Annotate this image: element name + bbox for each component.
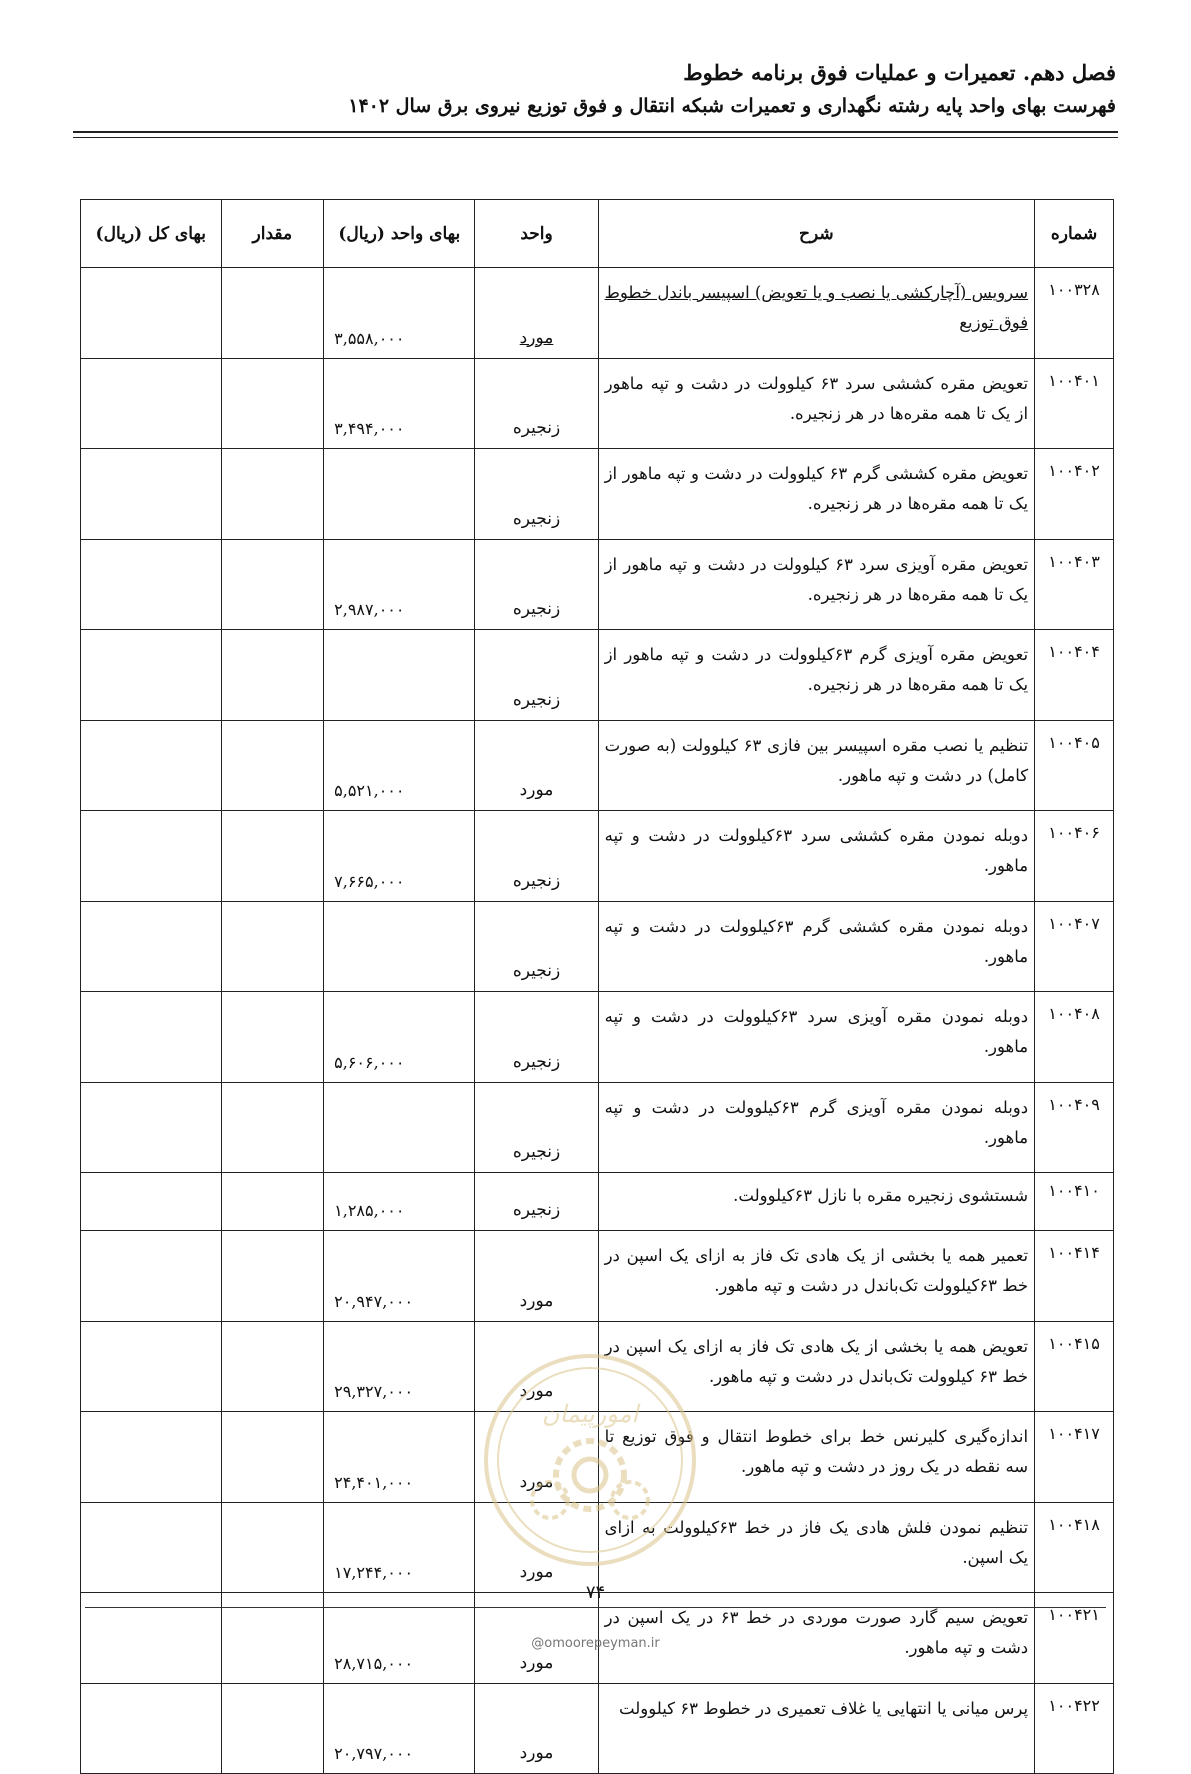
row-total [81, 720, 222, 811]
row-unit-text: مورد [519, 327, 554, 348]
row-code: ۱۰۰۴۰۹ [1035, 1082, 1114, 1173]
row-total [81, 1412, 222, 1503]
row-total [81, 1321, 222, 1412]
row-unit: مورد [475, 1231, 598, 1322]
row-unit-price: ۲,۹۸۷,۰۰۰ [324, 539, 475, 630]
row-total [81, 539, 222, 630]
row-description-text: سرویس (آچارکشی یا نصب و یا تعویض) اسپیسر باندل خطوط فوق توزیع [604, 283, 1029, 332]
row-code: ۱۰۰۴۰۷ [1035, 901, 1114, 992]
row-unit-price: ۲۴,۴۰۱,۰۰۰ [324, 1412, 475, 1503]
row-code: ۱۰۰۴۰۱ [1035, 358, 1114, 449]
row-code: ۱۰۰۴۱۴ [1035, 1231, 1114, 1322]
row-description: تنظیم یا نصب مقره اسپیسر بین فازی ۶۳ کیلوولت (به صورت کامل) در دشت و تپه ماهور. [598, 720, 1035, 811]
row-unit-price: ۱,۲۸۵,۰۰۰ [324, 1173, 475, 1231]
seal-text: امورپیمان [541, 1400, 639, 1428]
table-row [81, 1683, 1114, 1774]
row-unit-price: ۷,۶۶۵,۰۰۰ [324, 811, 475, 902]
row-code: ۱۰۰۴۰۳ [1035, 539, 1114, 630]
row-unit: زنجیره [475, 1173, 598, 1231]
row-code: ۱۰۰۴۱۷ [1035, 1412, 1114, 1503]
row-unit-price: ۲۹,۳۲۷,۰۰۰ [324, 1321, 475, 1412]
row-quantity [221, 539, 324, 630]
header-quantity: مقدار [221, 200, 324, 268]
row-unit: مورد [475, 1321, 598, 1412]
chapter-title: فصل دهم. تعمیرات و عملیات فوق برنامه خطوط [683, 60, 1116, 85]
row-quantity [221, 1683, 324, 1774]
row-total [81, 1683, 222, 1774]
row-code: ۱۰۰۴۲۱ [1035, 1593, 1114, 1684]
header-unit-price: بهای واحد (ریال) [324, 200, 475, 268]
row-unit: مورد [475, 720, 598, 811]
row-unit [475, 268, 598, 359]
row-description: دوبله نمودن مقره کششی سرد ۶۳کیلوولت در دشت و تپه ماهور. [598, 811, 1035, 902]
page-number: ۷۴ [585, 1582, 606, 1603]
table-row [81, 901, 1114, 992]
row-code: ۱۰۰۴۲۲ [1035, 1683, 1114, 1774]
row-total [81, 630, 222, 721]
row-unit: زنجیره [475, 539, 598, 630]
row-description: تعویض مقره آویزی سرد ۶۳ کیلوولت در دشت و تپه ماهور از یک تا همه مقره‌ها در هر زنجیره. [598, 539, 1035, 630]
row-description: تعویض سیم گارد صورت موردی در خط ۶۳ در یک اسپن در دشت و تپه ماهور. [598, 1593, 1035, 1684]
row-total [81, 358, 222, 449]
row-unit: زنجیره [475, 358, 598, 449]
row-quantity [221, 1173, 324, 1231]
row-description: دوبله نمودن مقره کششی گرم ۶۳کیلوولت در دشت و تپه ماهور. [598, 901, 1035, 992]
row-code: ۱۰۰۴۱۰ [1035, 1173, 1114, 1231]
row-unit-price: ۲۰,۹۴۷,۰۰۰ [324, 1231, 475, 1322]
row-unit-price: ۲۸,۷۱۵,۰۰۰ [324, 1593, 475, 1684]
row-unit-price: ۳,۵۵۸,۰۰۰ [324, 268, 475, 359]
row-unit-price [324, 630, 475, 721]
row-unit-price [324, 1082, 475, 1173]
row-total [81, 992, 222, 1083]
row-total [81, 1173, 222, 1231]
row-quantity [221, 1231, 324, 1322]
row-description [598, 268, 1035, 359]
watermark-seal-logo [480, 1350, 700, 1570]
row-total [81, 449, 222, 540]
header-description: شرح [598, 200, 1035, 268]
row-unit-price [324, 449, 475, 540]
row-total [81, 1082, 222, 1173]
row-total [81, 1502, 222, 1593]
row-unit: مورد [475, 1502, 598, 1593]
row-description: دوبله نمودن مقره آویزی گرم ۶۳کیلوولت در دشت و تپه ماهور. [598, 1082, 1035, 1173]
row-total [81, 811, 222, 902]
row-unit-price: ۱۷,۲۴۴,۰۰۰ [324, 1502, 475, 1593]
row-total [81, 1231, 222, 1322]
row-code: ۱۰۰۴۰۶ [1035, 811, 1114, 902]
row-description: تعویض مقره کششی سرد ۶۳ کیلوولت در دشت و تپه ماهور از یک تا همه مقره‌ها در هر زنجیره. [598, 358, 1035, 449]
row-unit: زنجیره [475, 1082, 598, 1173]
row-description: دوبله نمودن مقره آویزی سرد ۶۳کیلوولت در دشت و تپه ماهور. [598, 992, 1035, 1083]
row-quantity [221, 630, 324, 721]
table-row [81, 449, 1114, 540]
header-code: شماره [1035, 200, 1114, 268]
row-unit-price: ۵,۶۰۶,۰۰۰ [324, 992, 475, 1083]
row-quantity [221, 268, 324, 359]
row-quantity [221, 901, 324, 992]
row-unit-price: ۵,۵۲۱,۰۰۰ [324, 720, 475, 811]
row-description: تعویض همه یا بخشی از یک هادی تک فاز به ازای یک اسپن در خط ۶۳ کیلوولت تک‌باندل در دشت و تپه ماهور. [598, 1321, 1035, 1412]
row-unit: زنجیره [475, 992, 598, 1083]
row-quantity [221, 1082, 324, 1173]
table-row [81, 539, 1114, 630]
table-row [81, 268, 1114, 359]
row-code: ۱۰۰۴۰۸ [1035, 992, 1114, 1083]
table-row [81, 1082, 1114, 1173]
row-code: ۱۰۰۴۰۲ [1035, 449, 1114, 540]
row-description: تعمیر همه یا بخشی از یک هادی تک فاز به ازای یک اسپن در خط ۶۳کیلوولت تک‌باندل در دشت و تپه ماهور. [598, 1231, 1035, 1322]
row-unit: زنجیره [475, 630, 598, 721]
row-description: تنظیم نمودن فلش هادی یک فاز در خط ۶۳کیلوولت به ازای یک اسپن. [598, 1502, 1035, 1593]
table-row [81, 630, 1114, 721]
row-description: شستشوی زنجیره مقره با نازل ۶۳کیلوولت. [598, 1173, 1035, 1231]
row-quantity [221, 1502, 324, 1593]
row-description: اندازه‌گیری کلیرنس خط برای خطوط انتقال و فوق توزیع تا سه نقطه در یک روز در دشت و تپه ماهور. [598, 1412, 1035, 1503]
page-header [75, 58, 1116, 120]
row-unit: مورد [475, 1593, 598, 1684]
footer-rule [85, 1607, 1106, 1608]
header-rule-thin [73, 137, 1118, 138]
row-quantity [221, 449, 324, 540]
header-total-price: بهای کل (ریال) [81, 200, 222, 268]
row-description: تعویض مقره آویزی گرم ۶۳کیلوولت در دشت و تپه ماهور از یک تا همه مقره‌ها در هر زنجیره. [598, 630, 1035, 721]
table-row [81, 720, 1114, 811]
row-unit-price: ۲۰,۷۹۷,۰۰۰ [324, 1683, 475, 1774]
row-unit: زنجیره [475, 901, 598, 992]
row-total [81, 901, 222, 992]
watermark-website: @omoorepeyman.ir [531, 1636, 660, 1651]
row-code: ۱۰۰۴۰۴ [1035, 630, 1114, 721]
table-row [81, 811, 1114, 902]
row-unit: مورد [475, 1412, 598, 1503]
row-quantity [221, 992, 324, 1083]
table-header-row [81, 200, 1114, 268]
header-rule-thick [73, 131, 1118, 133]
row-description: تعویض مقره کششی گرم ۶۳ کیلوولت در دشت و تپه ماهور از یک تا همه مقره‌ها در هر زنجیره. [598, 449, 1035, 540]
row-quantity [221, 1412, 324, 1503]
table-row [81, 1231, 1114, 1322]
table-row [81, 1173, 1114, 1231]
row-unit: مورد [475, 1683, 598, 1774]
table-row [81, 992, 1114, 1083]
table-row [81, 358, 1114, 449]
row-quantity [221, 811, 324, 902]
row-code: ۱۰۰۴۰۵ [1035, 720, 1114, 811]
row-quantity [221, 358, 324, 449]
row-code: ۱۰۰۳۲۸ [1035, 268, 1114, 359]
row-unit: زنجیره [475, 811, 598, 902]
row-unit-price: ۳,۴۹۴,۰۰۰ [324, 358, 475, 449]
header-unit: واحد [475, 200, 598, 268]
row-code: ۱۰۰۴۱۸ [1035, 1502, 1114, 1593]
row-total [81, 268, 222, 359]
row-code: ۱۰۰۴۱۵ [1035, 1321, 1114, 1412]
row-unit-price [324, 901, 475, 992]
row-unit: زنجیره [475, 449, 598, 540]
row-quantity [221, 720, 324, 811]
document-subtitle: فهرست بهای واحد پایه رشته نگهداری و تعمیرات شبکه انتقال و فوق توزیع نیروی برق سال ۱۴۰۲ [348, 95, 1116, 117]
row-quantity [221, 1321, 324, 1412]
row-description: پرس میانی یا انتهایی یا غلاف تعمیری در خطوط ۶۳ کیلوولت [598, 1683, 1035, 1774]
